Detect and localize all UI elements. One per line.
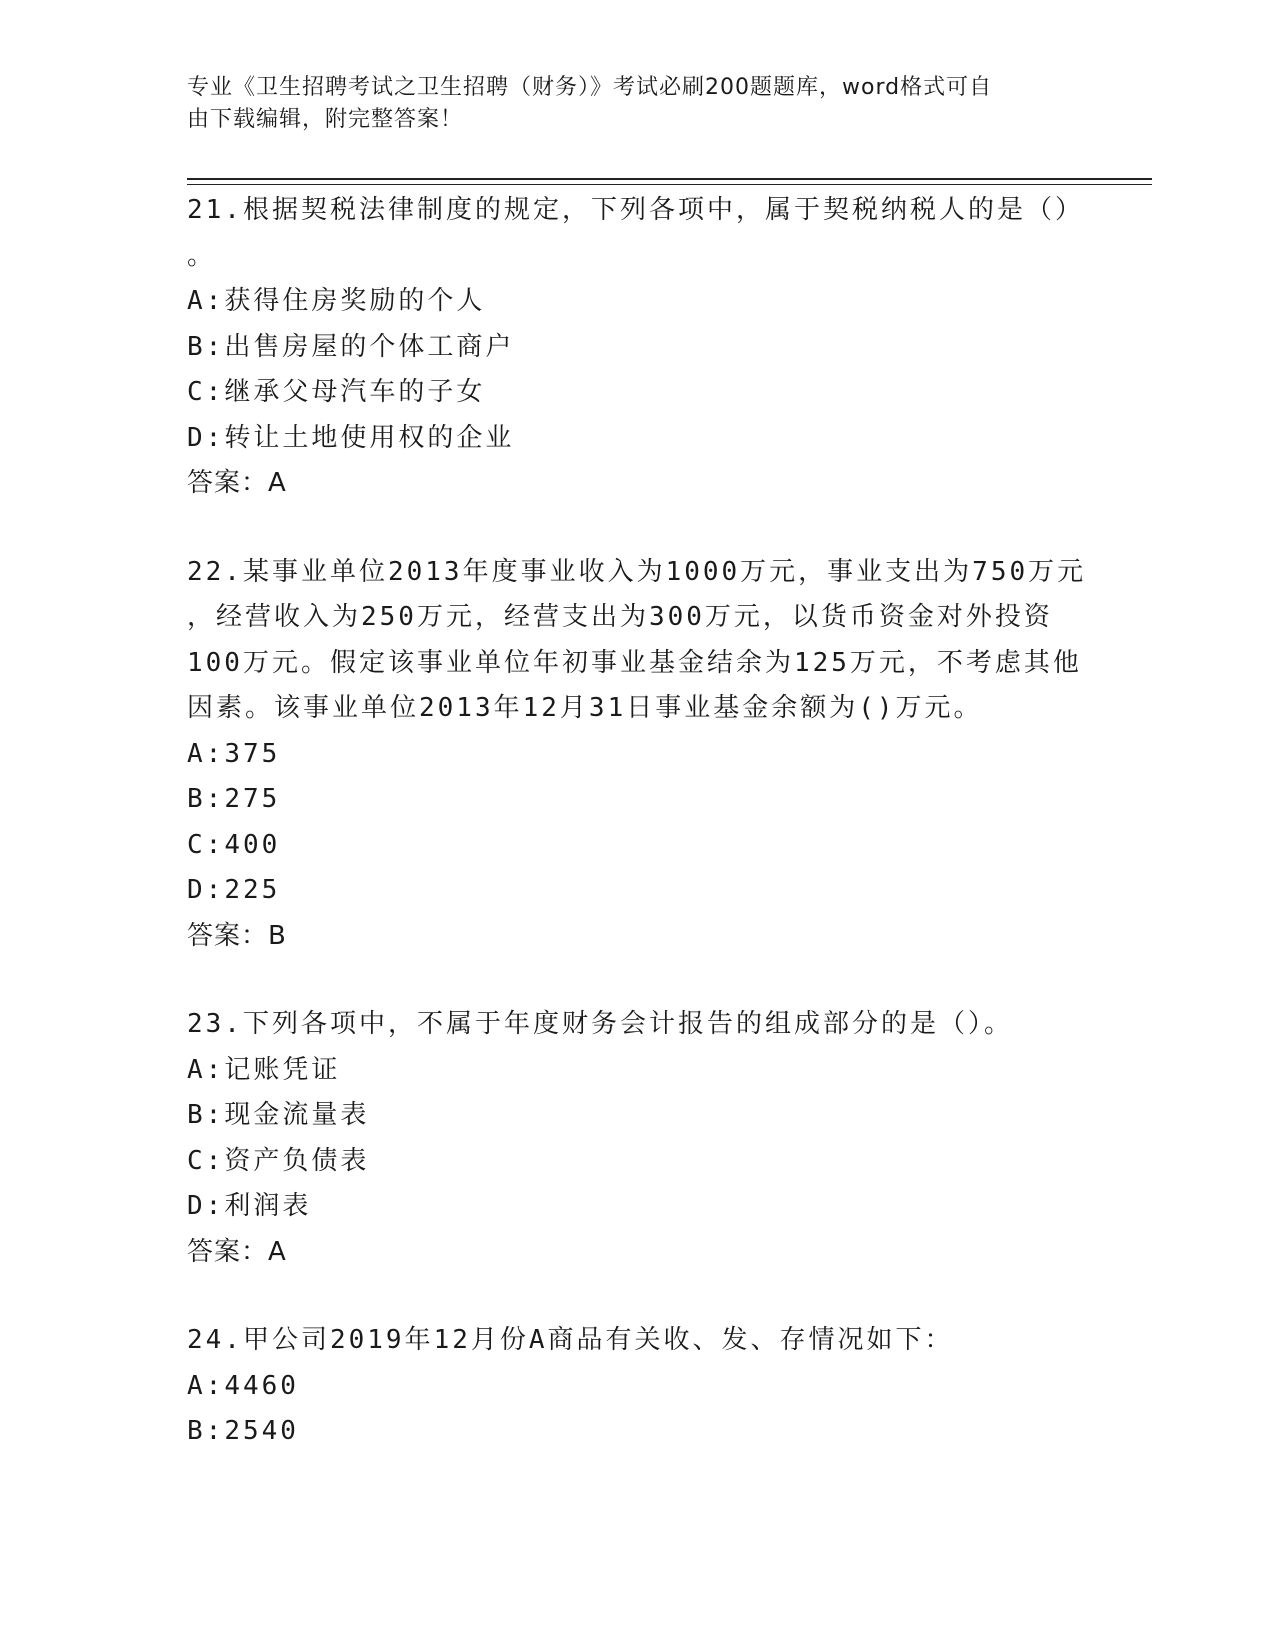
stem-line: 21.根据契税法律制度的规定，下列各项中，属于契税纳税人的是（） [187,195,1084,225]
option-text: 2540 [224,1416,299,1446]
question-23 [187,1002,1087,1275]
option-letter: B: [187,1416,225,1446]
stem-line: 22.某事业单位2013年度事业收入为1000万元，事业支出为750万元 [187,556,1087,587]
option-text: 4460 [224,1370,299,1401]
header-line-2: 由下载编辑，附完整答案！ [187,107,464,132]
option-b [187,1093,1087,1139]
question-stem [187,1318,1087,1364]
option-letter: D: [187,1191,225,1221]
option-d [187,1184,1087,1230]
option-letter: C: [187,377,225,407]
option-letter: B: [187,1100,225,1130]
option-a [187,279,1087,325]
option-text: 继承父母汽车的子女 [224,377,486,407]
header-divider-thin [187,184,1152,185]
answer-line: 答案：A [187,1236,287,1267]
option-c [187,370,1087,416]
option-c [187,1139,1087,1185]
option-letter: C: [187,829,225,860]
option-d [187,868,1087,914]
question-stem [187,550,1087,732]
option-a [187,732,1087,778]
option-b [187,1409,1087,1455]
answer-line: 答案：B [187,920,287,951]
option-text: 400 [224,829,281,860]
stem-line: 23.下列各项中，不属于年度财务会计报告的组成部分的是（）。 [187,1009,1013,1039]
option-text: 出售房屋的个体工商户 [224,331,515,362]
stem-line: 。 [187,240,217,271]
option-b [187,777,1087,823]
document-header [187,72,1067,136]
option-a [187,1048,1087,1094]
stem-line: 100万元。假定该事业单位年初事业基金结余为125万元，不考虑其他 [187,647,1082,678]
option-text: 225 [224,875,281,905]
question-stem [187,1002,1087,1048]
answer-line: 答案：A [187,468,287,498]
option-a [187,1364,1087,1410]
question-list [187,188,1087,1498]
option-b [187,325,1087,371]
option-text: 375 [224,738,281,769]
question-stem [187,188,1087,279]
option-text: 利润表 [224,1191,312,1221]
option-letter: B: [187,331,225,362]
header-line-1: 专业《卫生招聘考试之卫生招聘（财务）》考试必刷200题题库，word格式可自 [187,75,993,100]
option-text: 现金流量表 [224,1100,370,1130]
option-letter: C: [187,1145,225,1176]
option-letter: B: [187,784,225,814]
stem-line: 24.甲公司2019年12月份A商品有关收、发、存情况如下： [187,1325,954,1355]
stem-line: 因素。该事业单位2013年12月31日事业基金余额为()万元。 [187,693,983,723]
option-letter: A: [187,1054,225,1085]
option-letter: D: [187,422,225,453]
option-c [187,823,1087,869]
option-letter: A: [187,1370,225,1401]
question-22 [187,550,1087,960]
option-text: 记账凭证 [224,1054,341,1085]
question-21 [187,188,1087,507]
stem-line: ，经营收入为250万元，经营支出为300万元，以货币资金对外投资 [187,602,1053,632]
option-letter: A: [187,738,225,769]
option-letter: A: [187,286,225,316]
option-text: 资产负债表 [224,1145,370,1176]
question-24 [187,1318,1087,1455]
option-text: 转让土地使用权的企业 [224,422,515,453]
option-d [187,416,1087,462]
header-divider-thick [187,178,1152,180]
option-letter: D: [187,875,225,905]
option-text: 获得住房奖励的个人 [224,286,486,316]
option-text: 275 [224,784,281,814]
